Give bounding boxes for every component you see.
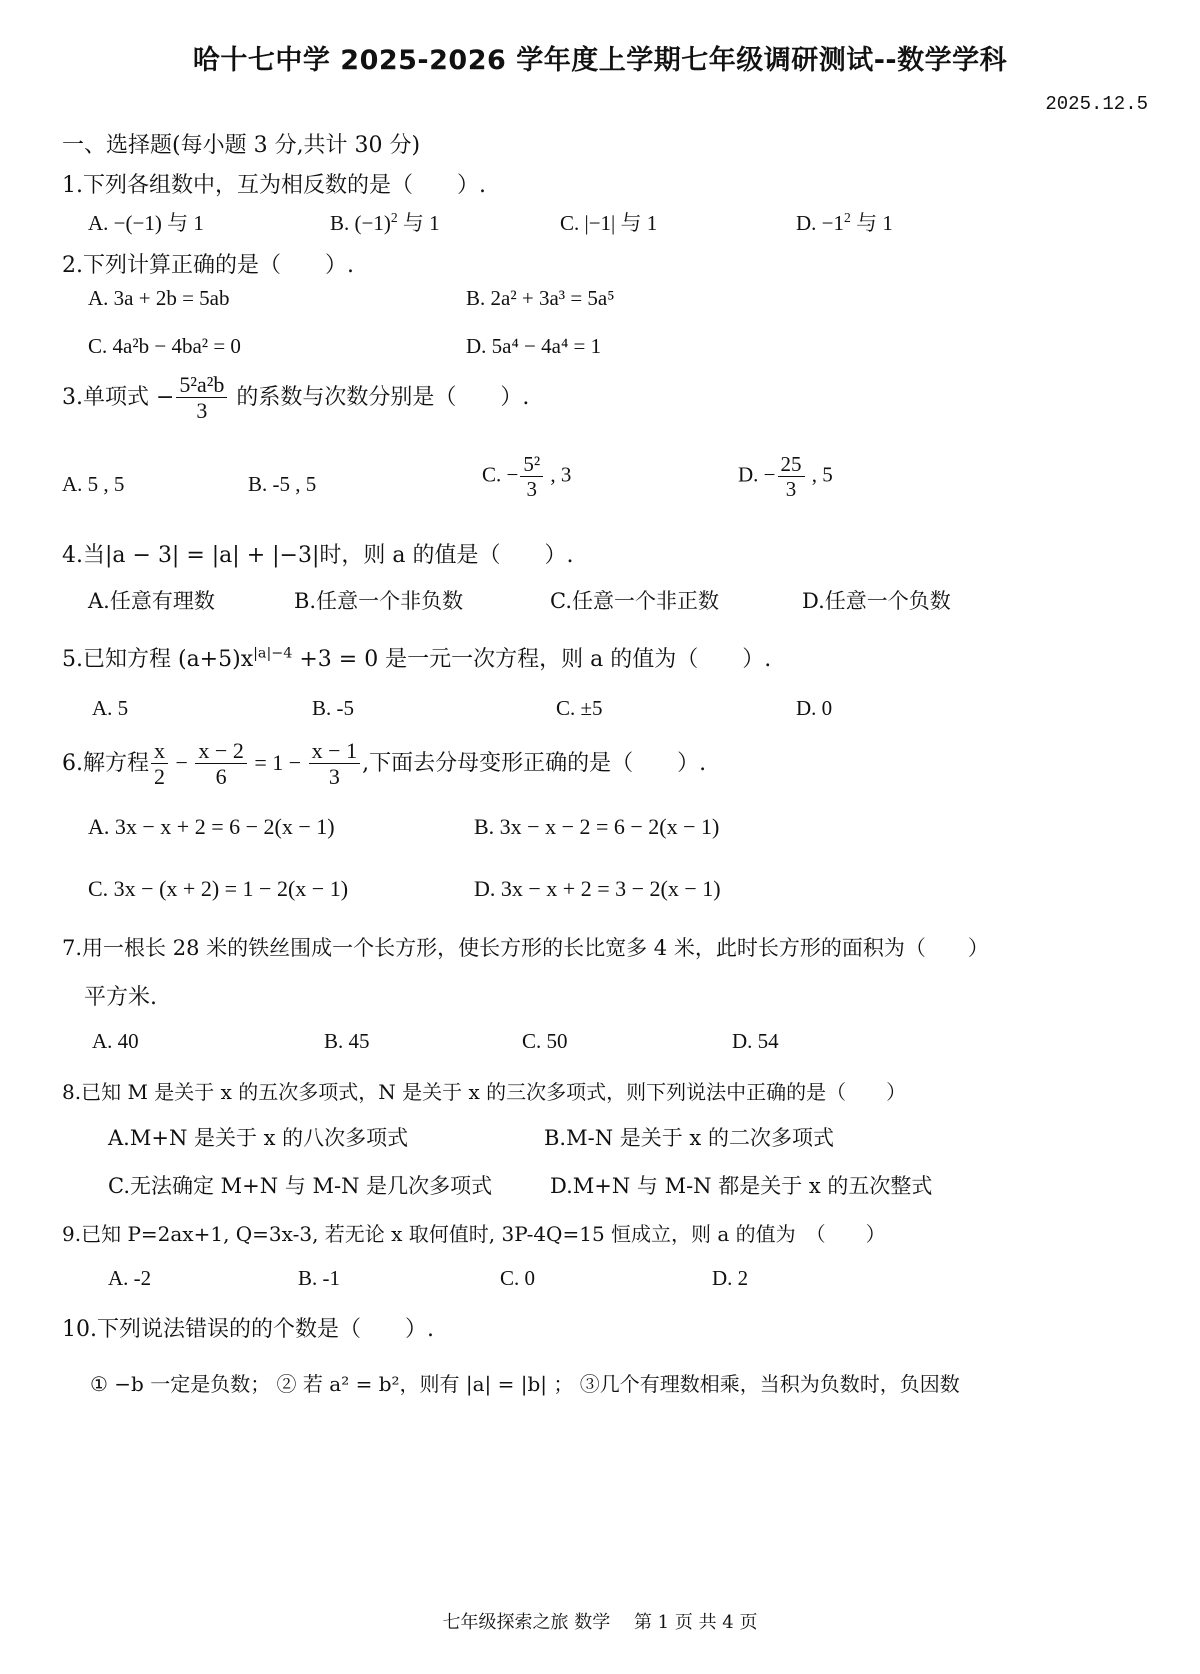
question-8-option-d: D.M+N 与 M-N 都是关于 x 的五次整式 xyxy=(550,1174,933,1198)
question-9-stem: 9.已知 P=2ax+1, Q=3x-3, 若无论 x 取何值时, 3P-4Q=15 恒成立，则 a 的值为 （ ） xyxy=(62,1222,886,1246)
question-1-option-b: B. $(-1)^2$ 与 1 xyxy=(330,210,440,235)
question-1-stem: 1.下列各组数中，互为相反数的是（ ）. xyxy=(62,173,486,198)
question-4-option-b: B.任意一个非负数 xyxy=(294,589,464,613)
question-4-option-d: D.任意一个负数 xyxy=(802,589,951,613)
question-2-option-d: D. 5a⁴ − 4a⁴ = 1 xyxy=(466,334,602,358)
question-8-option-a: A.M+N 是关于 x 的八次多项式 xyxy=(108,1126,409,1150)
question-8-option-b: B.M-N 是关于 x 的二次多项式 xyxy=(544,1126,834,1150)
question-3-fraction: $\frac{\text{5²a²b}}{3}$ xyxy=(176,372,227,424)
question-7-stem: 7.用一根长 28 米的铁丝围成一个长方形，使长方形的长比宽多 4 米，此时长方形的面积为（ ） xyxy=(62,936,989,960)
question-5-option-d: D. 0 xyxy=(796,696,833,720)
exam-date: 2025.12.5 xyxy=(1045,93,1148,115)
question-7-option-c: C. 50 xyxy=(522,1029,568,1053)
page-title: 哈十七中学 2025-2026 学年度上学期七年级调研测试--数学学科 xyxy=(192,45,1008,76)
page-footer: 七年级探索之旅 数学 第 1 页 共 4 页 xyxy=(442,1612,758,1633)
question-8-option-c: C.无法确定 M+N 与 M-N 是几次多项式 xyxy=(108,1174,493,1198)
question-6-option-c: C. 3x − (x + 2) = 1 − 2(x − 1) xyxy=(88,876,349,901)
question-2-option-c: C. 4a²b − 4ba² = 0 xyxy=(88,334,241,358)
question-10-stem: 10.下列说法错误的的个数是（ ）. xyxy=(62,1317,434,1342)
question-7-option-b: B. 45 xyxy=(324,1029,370,1053)
question-5-stem: 5.已知方程 $(a+5)x^{|a|-4} +3 = 0$ 是一元一次方程，则 a 的值为（ ）. xyxy=(62,645,772,672)
question-3-option-a: A. 5 , 5 xyxy=(62,472,125,496)
question-9-option-c: C. 0 xyxy=(500,1266,536,1290)
question-4-option-c: C.任意一个非正数 xyxy=(550,589,719,613)
question-1-option-c: C. |−1| 与 1 xyxy=(560,211,658,235)
question-2-option-a: A. 3a + 2b = 5ab xyxy=(88,286,230,310)
question-6-stem: 6.解方程 $\frac{x}{2}$ − $\frac{x - 2}{6}$ = 1 − $\frac{x - 1}{3}$ ,下面去分母变形正确的是（ ）. xyxy=(62,738,707,790)
question-5-option-c: C. ±5 xyxy=(556,696,603,720)
question-7-option-a: A. 40 xyxy=(92,1029,139,1053)
question-7-option-d: D. 54 xyxy=(732,1029,779,1053)
question-2-stem: 2.下列计算正确的是（ ）. xyxy=(62,253,354,278)
question-7-stem-continued: 平方米. xyxy=(84,985,157,1010)
question-6-option-d: D. 3x − x + 2 = 3 − 2(x − 1) xyxy=(474,876,721,901)
question-3-option-d: D. − $\frac{25}{3}$ , 5 xyxy=(738,452,833,502)
question-10-statements: ① −b 一定是负数； ② 若 a² = b²，则有 |a| = |b| ； ③几个有理数相乘，当积为负数时，负因数 xyxy=(90,1372,960,1396)
question-4-option-a: A.任意有理数 xyxy=(88,589,215,613)
question-6-option-a: A. 3x − x + 2 = 6 − 2(x − 1) xyxy=(88,814,335,839)
section-heading: 一、选择题(每小题 3 分,共计 30 分) xyxy=(62,133,421,158)
question-3-option-b: B. -5 , 5 xyxy=(248,472,317,496)
question-3-option-c: C. − $\frac{\text{5²}}{3}$ , 3 xyxy=(482,452,572,502)
question-9-option-b: B. -1 xyxy=(298,1266,340,1290)
question-4-stem: 4.当|a − 3| = |a| + |−3|时，则 a 的值是（ ）. xyxy=(62,543,574,568)
question-3-stem: 3.单项式 − $\frac{\text{5²a²b}}{3}$ 的系数与次数分别是（ ）. xyxy=(62,372,530,424)
question-5-option-b: B. -5 xyxy=(312,696,354,720)
question-9-option-a: A. -2 xyxy=(108,1266,152,1290)
question-6-option-b: B. 3x − x − 2 = 6 − 2(x − 1) xyxy=(474,814,720,839)
question-2-option-b: B. 2a² + 3a³ = 5a⁵ xyxy=(466,286,615,310)
question-1-option-a: A. −(−1) 与 1 xyxy=(88,211,204,235)
question-5-option-a: A. 5 xyxy=(92,696,129,720)
question-8-stem: 8.已知 M 是关于 x 的五次多项式，N 是关于 x 的三次多项式，则下列说法中正确的是（ ） xyxy=(62,1080,907,1104)
question-1-option-d: D. $-1^2$ 与 1 xyxy=(796,210,893,235)
question-9-option-d: D. 2 xyxy=(712,1266,749,1290)
